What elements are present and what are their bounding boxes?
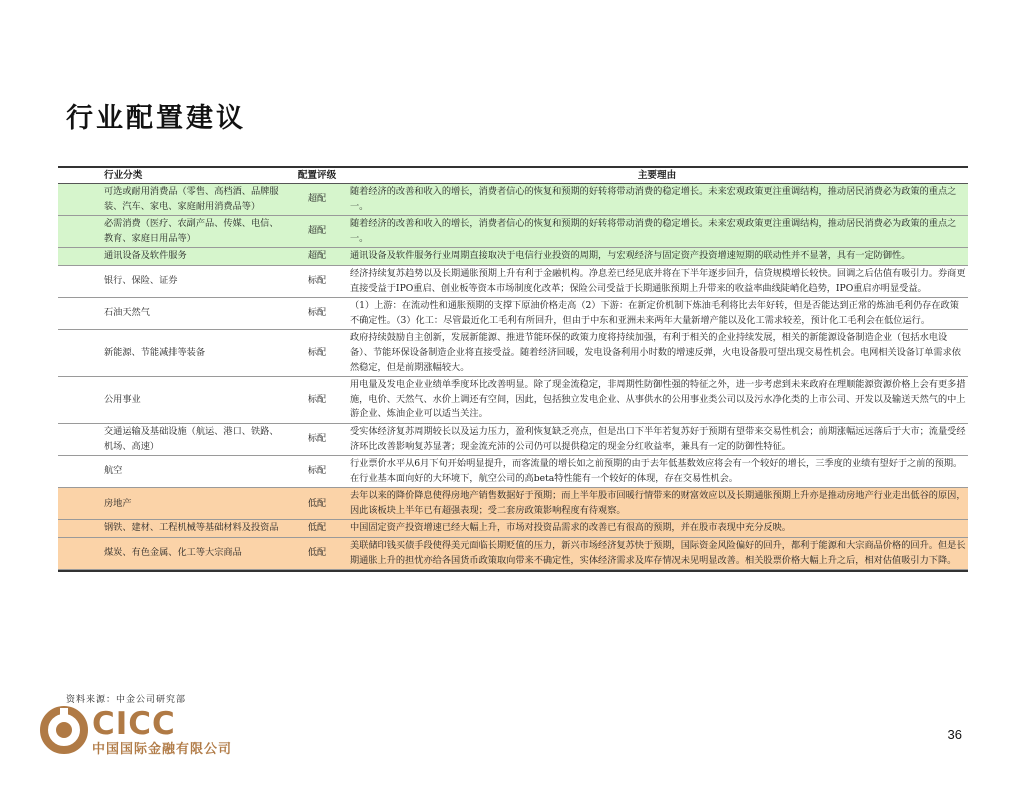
- cell-rating: 超配: [288, 184, 346, 216]
- table-row: [58, 377, 968, 424]
- table-row: [58, 538, 968, 570]
- cell-category: 必需消费（医疗、农副产品、传媒、电信、教育、家庭日用品等）: [58, 216, 288, 248]
- cell-category: 交通运输及基础设施（航运、港口、铁路、机场、高速）: [58, 423, 288, 455]
- table-row: [58, 520, 968, 538]
- table-row: [58, 265, 968, 297]
- cicc-logo: [40, 706, 270, 756]
- header-rating: 配置评级: [288, 168, 346, 184]
- header-reason: 主要理由: [346, 168, 968, 184]
- cell-rating: 低配: [288, 538, 346, 570]
- cell-reason: （1）上游：在流动性和通胀预期的支撑下原油价格走高（2）下游：在新定价机制下炼油毛利将比去年好转，但是否能达到正常的炼油毛利仍存在政策不确定性。（3）化工：尽管最近化工毛利有所回升，但由于中东和亚洲未来两年大量新增产能以及化工需求较差，预计化工毛利会在低位运行。: [346, 298, 968, 330]
- cell-rating: 超配: [288, 216, 346, 248]
- cell-reason: 去年以来的降价降息使得房地产销售数据好于预期；而上半年股市回暖行情带来的财富效应以及长期通胀预期上升亦是推动房地产行业走出低谷的原因，因此该板块上半年已有超强表现；受二套房政策影响程度有待观察。: [346, 488, 968, 520]
- allocation-table: [58, 168, 968, 570]
- cell-rating: 标配: [288, 265, 346, 297]
- logo-text-cn: 中国国际金融有限公司: [92, 742, 233, 757]
- table-row: [58, 216, 968, 248]
- cell-rating: 标配: [288, 298, 346, 330]
- cell-reason: 随着经济的改善和收入的增长，消费者信心的恢复和预期的好转将带动消费的稳定增长。未来宏观政策更注重调结构，推动居民消费必为政策的重点之一。: [346, 216, 968, 248]
- cell-rating: 标配: [288, 423, 346, 455]
- allocation-table-wrap: [58, 166, 968, 572]
- cell-rating: 超配: [288, 248, 346, 266]
- cell-reason: 美联储印钱买债手段使得美元面临长期贬值的压力，新兴市场经济复苏快于预期，国际资金风险偏好的回升，都利于能源和大宗商品价格的回升。但是长期通胀上升的担忧亦给各国货币政策取向带来不确定性，实体经济需求及库存情况未见明显改善。相关股票价格大幅上升之后，相对估值吸引力下降。: [346, 538, 968, 570]
- cell-category: 银行、保险、证券: [58, 265, 288, 297]
- table-row: [58, 423, 968, 455]
- cell-rating: 低配: [288, 488, 346, 520]
- table-bottom-rule: [58, 570, 968, 572]
- cicc-logo-mark-icon: [40, 706, 88, 754]
- cell-category: 新能源、节能减排等装备: [58, 330, 288, 377]
- cell-reason: 行业票价水平从6月下旬开始明显提升，而客流量的增长如之前预期的由于去年低基数效应将会有一个较好的增长，三季度的业绩有望好于之前的预期。在行业基本面向好的大环境下，航空公司的高beta特性能有一个较好的体现，存在交易性机会。: [346, 456, 968, 488]
- cell-rating: 低配: [288, 520, 346, 538]
- cell-category: 可选或耐用消费品（零售、高档酒、品牌服装、汽车、家电、家庭耐用消费品等）: [58, 184, 288, 216]
- cell-reason: 经济持续复苏趋势以及长期通胀预期上升有利于金融机构。净息差已经见底并将在下半年逐步回升，信贷规模增长较快。回调之后估值有吸引力。券商更直接受益于IPO重启、创业板等资本市场制度化改革；保险公司受益于长期通胀预期上升带来的收益率曲线陡峭化趋势，IPO重启亦明显受益。: [346, 265, 968, 297]
- cell-reason: 中国固定资产投资增速已经大幅上升，市场对投资品需求的改善已有很高的预期，并在股市表现中充分反映。: [346, 520, 968, 538]
- table-body: [58, 184, 968, 570]
- cell-category: 通讯设备及软件服务: [58, 248, 288, 266]
- table-row: [58, 330, 968, 377]
- source-note: 资料来源：中金公司研究部: [66, 695, 187, 705]
- cell-reason: 政府持续鼓励自主创新，发展新能源、推进节能环保的政策力度将持续加强，有利于相关的企业持续发展，相关的新能源设备制造企业（包括水电设备）、节能环保设备制造企业将直接受益。随着经济回暖，发电设备利用小时数的增速反弹，火电设备股可望出现交易性机会。电网相关设备订单需求依然稳定，但是前期涨幅较大。: [346, 330, 968, 377]
- cell-category: 公用事业: [58, 377, 288, 424]
- cell-rating: 标配: [288, 456, 346, 488]
- cell-category: 钢铁、建材、工程机械等基础材料及投资品: [58, 520, 288, 538]
- page-title: 行业配置建议: [66, 103, 246, 134]
- table-header-row: [58, 168, 968, 184]
- cell-category: 航空: [58, 456, 288, 488]
- logo-text-en: CICC: [92, 706, 176, 742]
- table-row: [58, 298, 968, 330]
- table-row: [58, 456, 968, 488]
- cell-reason: 用电量及发电企业业绩单季度环比改善明显。除了现金流稳定，非周期性防御性强的特征之外，进一步考虑到未来政府在理顺能源资源价格上会有更多措施，电价、天然气、水价上调还有空间，因此，包括独立发电企业、从事供水的公用事业类公司以及污水净化类的上市公司、开发以及输送天然气的中上游企业、炼油企业可以适当关注。: [346, 377, 968, 424]
- table-row: [58, 184, 968, 216]
- table-row: [58, 248, 968, 266]
- table-row: [58, 488, 968, 520]
- cell-reason: 通讯设备及软件服务行业周期直接取决于电信行业投资的周期，与宏观经济与固定资产投资增速短期的联动性并不显著，具有一定防御性。: [346, 248, 968, 266]
- cell-rating: 标配: [288, 330, 346, 377]
- cell-reason: 随着经济的改善和收入的增长，消费者信心的恢复和预期的好转将带动消费的稳定增长。未来宏观政策更注重调结构，推动居民消费必为政策的重点之一。: [346, 184, 968, 216]
- cell-rating: 标配: [288, 377, 346, 424]
- cell-category: 煤炭、有色金属、化工等大宗商品: [58, 538, 288, 570]
- header-category: 行业分类: [58, 168, 288, 184]
- page-number: 36: [947, 727, 962, 742]
- cell-reason: 受实体经济复苏周期较长以及运力压力，盈利恢复缺乏亮点，但是出口下半年若复苏好于预期有望带来交易性机会；前期涨幅远远落后于大市；流量受经济环比改善影响复苏显著；现金流充沛的公司仍可以提供稳定的现金分红收益率，兼具有一定的防御性特征。: [346, 423, 968, 455]
- cell-category: 石油天然气: [58, 298, 288, 330]
- cell-category: 房地产: [58, 488, 288, 520]
